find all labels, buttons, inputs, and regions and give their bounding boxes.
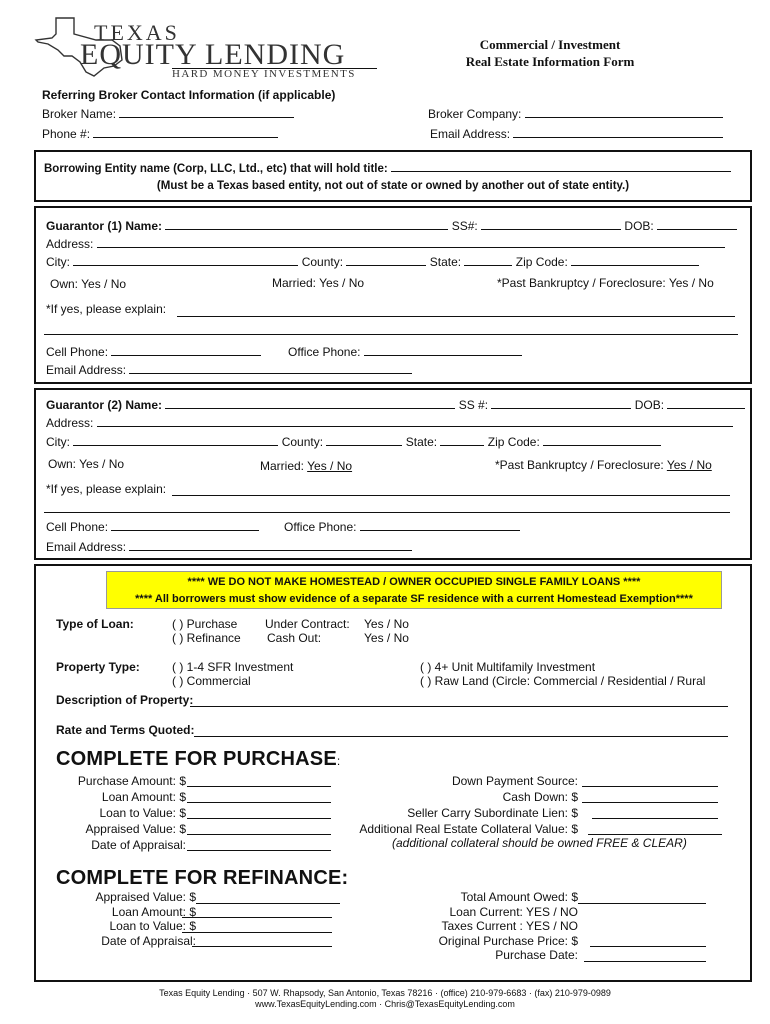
g1-office-label: Office Phone: <box>288 345 361 359</box>
g2-ss-label: SS #: <box>458 398 489 412</box>
seller-carry-label: Seller Carry Subordinate Lien: $ <box>407 806 578 820</box>
g1-address-line[interactable] <box>97 236 725 248</box>
notice-line1: **** WE DO NOT MAKE HOMESTEAD / OWNER OCCUPIED SINGLE FAMILY LOANS **** <box>187 576 641 588</box>
g1-email-field[interactable] <box>46 362 412 377</box>
g2-married[interactable] <box>260 459 352 473</box>
property-type-label: Property Type: <box>56 660 140 674</box>
purchase-date-line[interactable] <box>584 961 706 962</box>
g2-bankruptcy-value[interactable]: Yes / No <box>666 458 712 472</box>
g1-explain-label: *If yes, please explain: <box>46 302 167 316</box>
down-payment-line[interactable] <box>582 786 718 787</box>
form-title-line1: Commercial / Investment <box>479 37 621 52</box>
g2-address-line[interactable] <box>97 415 733 427</box>
purchase-left-labels <box>56 773 186 853</box>
original-price-label: Original Purchase Price: $ <box>438 933 578 948</box>
g1-married[interactable]: Married: Yes / No <box>272 276 365 290</box>
cash-down-label: Cash Down: $ <box>502 790 578 804</box>
g2-cell-label: Cell Phone: <box>46 520 109 534</box>
g2-cell-line[interactable] <box>111 519 259 531</box>
broker-email-line[interactable] <box>513 126 723 138</box>
entity-line[interactable] <box>391 160 731 172</box>
footer-line2: www.TexasEquityLending.com · Chris@TexasEquityLending.com <box>255 999 515 1009</box>
g1-county-label: County: <box>301 255 344 269</box>
g2-address-label: Address: <box>46 416 94 430</box>
description-line[interactable] <box>190 706 728 707</box>
g2-city-label: City: <box>46 435 70 449</box>
purchase-date-label: Purchase Date: <box>495 948 578 962</box>
purchase-appraised-label: Appraised Value: $ <box>85 822 186 836</box>
additional-collateral-label: Additional Real Estate Collateral Value: $ <box>359 822 578 836</box>
g1-ss-label: SS#: <box>451 219 478 233</box>
broker-company-label: Broker Company: <box>428 107 522 121</box>
g1-city-row[interactable] <box>46 254 699 269</box>
broker-name-field[interactable] <box>42 106 294 121</box>
g2-cell-field[interactable] <box>46 519 259 534</box>
purchase-appraisal-date-line[interactable] <box>187 850 331 851</box>
refi-appraisal-date-label: Date of Appraisal: <box>101 933 196 948</box>
cash-down-line[interactable] <box>582 802 718 803</box>
form-title-line2: Real Estate Information Form <box>465 54 635 69</box>
guarantor2-section <box>34 388 752 560</box>
property-raw-land-option[interactable]: ( ) Raw Land (Circle: Commercial / Residential / Rural <box>420 674 706 688</box>
g2-name-line[interactable] <box>165 397 455 409</box>
g1-name-field[interactable] <box>46 218 737 233</box>
notice-line2: **** All borrowers must show evidence of a separate SF residence with a current Homestead Exemption**** <box>135 593 693 605</box>
g2-zip-label: Zip Code: <box>487 435 540 449</box>
g2-county-line[interactable] <box>326 434 402 446</box>
g2-married-value[interactable]: Yes / No <box>307 459 353 473</box>
g1-bankruptcy[interactable]: *Past Bankruptcy / Foreclosure: Yes / No <box>497 276 714 290</box>
g2-zip-line[interactable] <box>543 434 661 446</box>
g1-email-line[interactable] <box>129 362 412 374</box>
g2-dob-label: DOB: <box>634 398 665 412</box>
g2-city-row[interactable] <box>46 434 661 449</box>
g2-state-label: State: <box>405 435 438 449</box>
property-sfr-option[interactable]: ( ) 1-4 SFR Investment <box>172 660 294 674</box>
rate-terms-label: Rate and Terms Quoted: <box>56 723 195 737</box>
g1-state-line[interactable] <box>464 254 512 266</box>
loan-purchase-option[interactable]: ( ) Purchase <box>172 617 238 631</box>
collateral-note: (additional collateral should be owned FREE & CLEAR) <box>392 836 687 850</box>
footer-line1: Texas Equity Lending · 507 W. Rhapsody, San Antonio, Texas 78216 · (office) 210-979-6683 · (fax) 210-979-0989 <box>159 988 611 998</box>
g1-cell-label: Cell Phone: <box>46 345 109 359</box>
purchase-ltv-line[interactable] <box>187 818 331 819</box>
g1-explain-line1[interactable] <box>177 316 735 317</box>
g2-county-label: County: <box>281 435 324 449</box>
entity-label: Borrowing Entity name (Corp, LLC, Ltd., etc) that will hold title: <box>44 163 388 175</box>
broker-email-field[interactable] <box>430 126 723 141</box>
purchase-appraisal-date-label: Date of Appraisal: <box>91 838 186 852</box>
g1-address-field[interactable] <box>46 236 725 251</box>
refi-ltv-label: Loan to Value: $ <box>109 919 196 933</box>
entity-section <box>34 150 752 202</box>
additional-collateral-line[interactable] <box>588 834 722 835</box>
property-multifamily-option[interactable]: ( ) 4+ Unit Multifamily Investment <box>420 660 596 674</box>
broker-name-line[interactable] <box>119 106 294 118</box>
under-contract-yes-no[interactable]: Yes / No <box>364 617 409 631</box>
broker-company-line[interactable] <box>525 106 723 118</box>
g2-state-line[interactable] <box>440 434 484 446</box>
g2-dob-line[interactable] <box>667 397 745 409</box>
refi-appraised-line[interactable] <box>196 903 340 904</box>
refinance-heading: COMPLETE FOR REFINANCE: <box>56 867 349 889</box>
g2-explain-label: *If yes, please explain: <box>46 482 167 496</box>
g2-office-line[interactable] <box>360 519 520 531</box>
g1-email-label: Email Address: <box>46 363 127 377</box>
rate-terms-line[interactable] <box>194 736 728 737</box>
g1-address-label: Address: <box>46 237 94 251</box>
g1-office-field[interactable] <box>288 344 522 359</box>
g2-bankruptcy[interactable] <box>495 458 712 472</box>
total-owed-label: Total Amount Owed: $ <box>460 890 578 904</box>
entity-field[interactable] <box>44 160 731 175</box>
purchase-ltv-label: Loan to Value: $ <box>99 806 186 820</box>
g2-explain-field[interactable] <box>46 482 166 496</box>
purchase-right-labels <box>330 773 578 837</box>
broker-phone-line[interactable] <box>93 126 278 138</box>
loan-type-label: Type of Loan: <box>56 617 134 631</box>
under-contract-label: Under Contract: <box>265 617 350 631</box>
refinance-left-labels <box>56 890 196 948</box>
g1-explain-field[interactable] <box>46 302 166 316</box>
property-commercial-option[interactable]: ( ) Commercial <box>172 674 251 688</box>
g1-dob-line[interactable] <box>657 218 737 230</box>
g2-address-field[interactable] <box>46 415 733 430</box>
g2-own[interactable]: Own: Yes / No <box>48 457 125 471</box>
g1-ss-line[interactable] <box>481 218 621 230</box>
g1-explain-line2[interactable] <box>44 334 738 335</box>
original-price-line[interactable] <box>590 946 706 947</box>
g1-zip-line[interactable] <box>571 254 699 266</box>
logo-line-equity-lending: EQUITY LENDING <box>80 38 346 71</box>
purchase-loan-amount-label: Loan Amount: $ <box>101 790 186 804</box>
broker-heading: Referring Broker Contact Information (if applicable) <box>42 88 336 102</box>
g1-state-label: State: <box>429 255 462 269</box>
broker-email-label: Email Address: <box>430 127 511 141</box>
seller-carry-line[interactable] <box>592 818 718 819</box>
g2-explain-line1[interactable] <box>172 495 730 496</box>
g2-married-prefix: Married: <box>260 459 308 473</box>
g2-email-label: Email Address: <box>46 540 127 554</box>
entity-note: (Must be a Texas based entity, not out of state or owned by another out of state entity.) <box>156 180 630 192</box>
g2-city-line[interactable] <box>73 434 278 446</box>
g2-office-label: Office Phone: <box>284 520 357 534</box>
g1-name-label: Guarantor (1) Name: <box>46 219 163 233</box>
g1-cell-line[interactable] <box>111 344 261 356</box>
refi-ltv-line[interactable] <box>182 932 332 933</box>
purchase-amount-label: Purchase Amount: $ <box>77 774 186 788</box>
loan-refinance-option[interactable]: ( ) Refinance <box>172 631 241 645</box>
purchase-amount-line[interactable] <box>187 786 331 787</box>
logo-rule <box>172 68 377 69</box>
broker-name-label: Broker Name: <box>42 107 117 121</box>
g1-dob-label: DOB: <box>624 219 654 233</box>
down-payment-label: Down Payment Source: <box>451 774 578 788</box>
refi-appraisal-date-line[interactable] <box>192 946 332 947</box>
cash-out-label: Cash Out: <box>267 631 322 645</box>
logo-line-texas: TEXAS <box>94 20 180 45</box>
purchase-heading-colon: : <box>336 754 341 768</box>
cash-out-yes-no[interactable]: Yes / No <box>364 631 409 645</box>
g2-bankruptcy-prefix: *Past Bankruptcy / Foreclosure: <box>495 458 667 472</box>
total-owed-line[interactable] <box>578 903 706 904</box>
refi-appraised-label: Appraised Value: $ <box>95 890 196 904</box>
broker-phone-field[interactable] <box>42 126 278 141</box>
g2-name-label: Guarantor (2) Name: <box>46 398 163 412</box>
company-logo <box>34 16 379 82</box>
g2-name-field[interactable] <box>46 397 745 412</box>
g2-email-line[interactable] <box>129 539 412 551</box>
purchase-heading <box>56 748 340 771</box>
broker-company-field[interactable] <box>428 106 723 121</box>
g2-explain-line2[interactable] <box>44 512 730 513</box>
g1-own[interactable]: Own: Yes / No <box>50 277 127 291</box>
purchase-loan-amount-line[interactable] <box>187 802 331 803</box>
broker-phone-label: Phone #: <box>42 127 91 141</box>
taxes-current-label[interactable]: Taxes Current : YES / NO <box>441 919 578 933</box>
refi-loan-amount-label: Loan Amount: $ <box>111 904 196 919</box>
g2-office-field[interactable] <box>284 519 520 534</box>
g1-county-line[interactable] <box>346 254 426 266</box>
purchase-heading-text: COMPLETE FOR PURCHASE <box>56 748 337 770</box>
purchase-appraised-line[interactable] <box>187 834 331 835</box>
refi-loan-amount-line[interactable] <box>182 917 332 918</box>
g1-city-line[interactable] <box>73 254 298 266</box>
refinance-right-labels <box>400 890 578 963</box>
g1-cell-field[interactable] <box>46 344 261 359</box>
loan-current-label[interactable]: Loan Current: YES / NO <box>449 904 578 919</box>
logo-line-tagline: HARD MONEY INVESTMENTS <box>172 68 356 80</box>
g1-name-line[interactable] <box>165 218 448 230</box>
g2-email-field[interactable] <box>46 539 412 554</box>
g1-zip-label: Zip Code: <box>515 255 568 269</box>
g2-ss-line[interactable] <box>491 397 631 409</box>
g1-city-label: City: <box>46 255 70 269</box>
g1-office-line[interactable] <box>364 344 522 356</box>
description-label: Description of Property: <box>56 693 194 707</box>
